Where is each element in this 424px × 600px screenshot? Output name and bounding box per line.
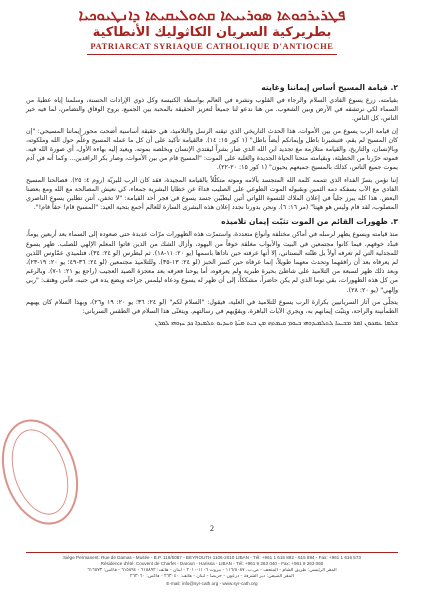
paragraph-4: منذ قيامته ويسوع يظهر لرسله في أماكن مختلفة وأنواع متعددة، واستمرّت هذه الظهورات مرّات عديدة حتى صعوده إلى السماء بعد أربعين يوماً، فبدّد خوفهم، فيما كانوا مجتمعين في البيت والأبواب مغلقة خوفاً من اليهود، وأزال الشك من الذين فاتوا المعلم الإلهي للصلب. ظهر يسوع للمجدلية التي لم تعرفه أولاً بل ظنّته البستاني، إلا أنها عرفته حين ناداها باسمها (يو ٢٠: ١١-١٨). ثم لبطرس (لو ٢٤: ٣٤)، فتلميذي عمّاوس اللذين لم يعرفاه بعد أن رافقهما وتحدث معهما طويلاً، إنما عرفاه حين كسر الخبز (لو ٢٤: ١٣-٣٥). وللتلاميذ مجتمعين (لو ٢٤: ٣٦-٤٩؛ يو ٢٠: ١٩-٢٣)، وبعد ذلك ظهر لسبعة من التلاميذ على شاطئ بحيرة طبرية ولم يعرفوه، أما يوحنا فعرفه بعد معجزة الصيد العجيب (راجع يو ٢١: ١-٧). وبالرغم من كل هذه الظهورات، بقي توما الذي لم يكن حاضراً، مشككاً، إلى أن ظهر له يسوع ودعاه ليلمس جراحه ويضع يده في جنبه، فآمن وهتف: "ربي وإلهي" (يو ٢٠: ٢٨). <box>26 231 399 294</box>
paragraph-2: إن قيامة الرب يسوع من بين الأموات، هذا الحدث التاريخي الذي تيقنه الرسل والتلاميذ، هي حقيقة أساسية أضحت محور إيماننا المسيحي: "إن كان المسيح لم يقم، فتبشيرنا باطل وإيمانكم أيضاً باطل" (١ كور ١٥: ١٤). فالقيامة تأكيد على أن كل ما عمله المسيح وعلّم حول الله وملكوته، وبالإنسان، والتاريخ، والقيامة متلازمة مع تجديد ابن الله الذي صار بشراً ليفتدي الإنسان ويخلصه بموته، ويعيد إليه بهاءه الأول، أي صورة الله فيه. فموته حرّرنا من الخطيئة، وبقيامته منحنا الحياة الجديدة والغلبة على الموت: "المسيح قام من بين الأموات، وصار بكر الراقدين... وكما أنه في آدم يموت جميع الناس، كذلك بالمسيح جميعهم يحيون" (١ كور ١٥: ٢٠-٢٢). <box>26 127 398 172</box>
footer-contact: E-mail: info@syr-cath.org - www.syr-cath.org <box>166 580 258 586</box>
paragraph-1: بقيامته، زرع يسوع الفادي السلام والرجاء في القلوب ونشره في العالم بواسطة الكنيسة وكل ذوي الإرادات الحسنة، وسلمنا إياه عطيةً من السماء لكي نرتشفه في الأرض وبين الشعوب. من هنا ندعو لنا جميعاً لتعزيز الحقيقة بالمحبة بين الجميع، بروح الوفاق والتضامن، لما فيه خير الناس، كل الناس. <box>26 97 398 123</box>
page-number: 2 <box>210 524 214 533</box>
paragraph-5: يتجلّى من آثار السريانيين بكرازة الرب يسوع للتلاميذ في العلية، فيقول: "السلام لكم" (لو ٢٤: ٣٦؛ يو ٢٠: ١٩ و٢٦)، وبهذا السلام كان يهبهم الطمأنينة والراحة، ويثبّت إيمانهم به، ويجري الآيات الباهرة، ويقوّيهم في رسالتهم. ويتغنّى هذا السلام في الطقس السرياني: <box>26 298 399 316</box>
letterhead <box>0 6 424 55</box>
footer-address-summer-fr: Résidence d'été: Couvent de Charfet - Daroun - Harissa - LIBAN - Tél: +961 9 263 040 - Fax: +961 9 263 060 <box>100 561 324 567</box>
letterhead-latin: PATRIARCAT SYRIAQUE CATHOLIQUE D'ANTIOCHE <box>90 41 334 51</box>
paragraph-syriac-hymn: ܫܠܡܐ ܥܡܟܘܢ ܐܡܪ ܡܫܝܚܐ ܠܬܠܡܝܕܘܗܝ ܒܝܘܡ ܩܝܡܬܗ ܡܢ ܒܝܬ ܡܝ̈ܬܐ ܘܚܕܝܘ ܬܠܡܝܕܐ ܟܕ ܚܙܘܗܝ ܠܡܪܢ <box>154 320 398 328</box>
letter-body <box>26 78 398 331</box>
letterhead-footer <box>26 552 398 587</box>
footer-address-main-fr: Siège Permanent: Rue de Damas - Musée - B.P. 116/5087 - BEYROUTH 1106-2010 LIBAN - Tél: +961 1 615 892 - 615 894 - Fax: +961 1 616 573 <box>63 555 361 560</box>
footer-address-summer-ar: المقر الصيفي: دير الشرفة - درعون - حريصا - لبنان - هاتف: ٢٦٣٠٤٠ - فاكس: ٢٦٣٠٦٠ <box>130 574 294 580</box>
section-3-title: ٣. ظهورات القائم من الموت تثبّت إيمان تلاميذه <box>221 217 398 227</box>
letterhead-arabic: بطريركية السريان الكاثوليك الأنطاكية <box>92 25 332 40</box>
letterhead-syriac: ܦܛܪܝܪܟܘܬܐ ܣܘܪܝܝܬܐ ܩܬܘܠܝܩܝܬܐ ܕܐܢܛܝܘܟܝܐ <box>78 6 346 24</box>
section-2-title: ٢. قيامة المسيح أساس إيماننا وغايته <box>261 83 398 92</box>
patriarchal-seal-icon <box>0 410 91 535</box>
letterhead-rule <box>87 54 337 55</box>
paragraph-3: إننا نؤمن بسرّ الفداء الذي تتممه كلمة الله المتجسد بآلامه وموته متكلّلاً بالقيامة المجيدة، فقد كان الرب للبريّة (روم ٤: ٢٥). فصالحنا المسيح الفادي مع الآب بسفكه دمه الثمين وبقبوله الموت الطوعي على الصليب فداءً عن خطايا البشرية جمعاء، كي نعيش المصالحة مع الله ومع بعضنا البعض. هذا كله يبرز جلياً في إعلان الملاك للنسوة اللواتي أتين ليطيّبن جسد يسوع في فجر أحد القيامة: "لا تخفن، أنتن تطلبن يسوع الناصري المصلوب، لقد قام وليس هو ههنا" (مر ١٦: ٦). ونحن بدورنا نجدد إعلان هذه البشرى السارة للعالم أجمع بتحية العيد: "المسيح قام! حقاً قام!". <box>26 176 399 212</box>
footer-address-main-ar: المقر الرئيسي: طريق الشام - المتحف - ص.ب. ١١٦/٥٠٨٧ - بيروت ١١٠٦-٢٠١٠ - لبنان - هاتف: ٦١٥٨٩٢ - ٦١٥٨٩٤ - فاكس: ٦١٦٥٧٣ <box>87 567 337 573</box>
